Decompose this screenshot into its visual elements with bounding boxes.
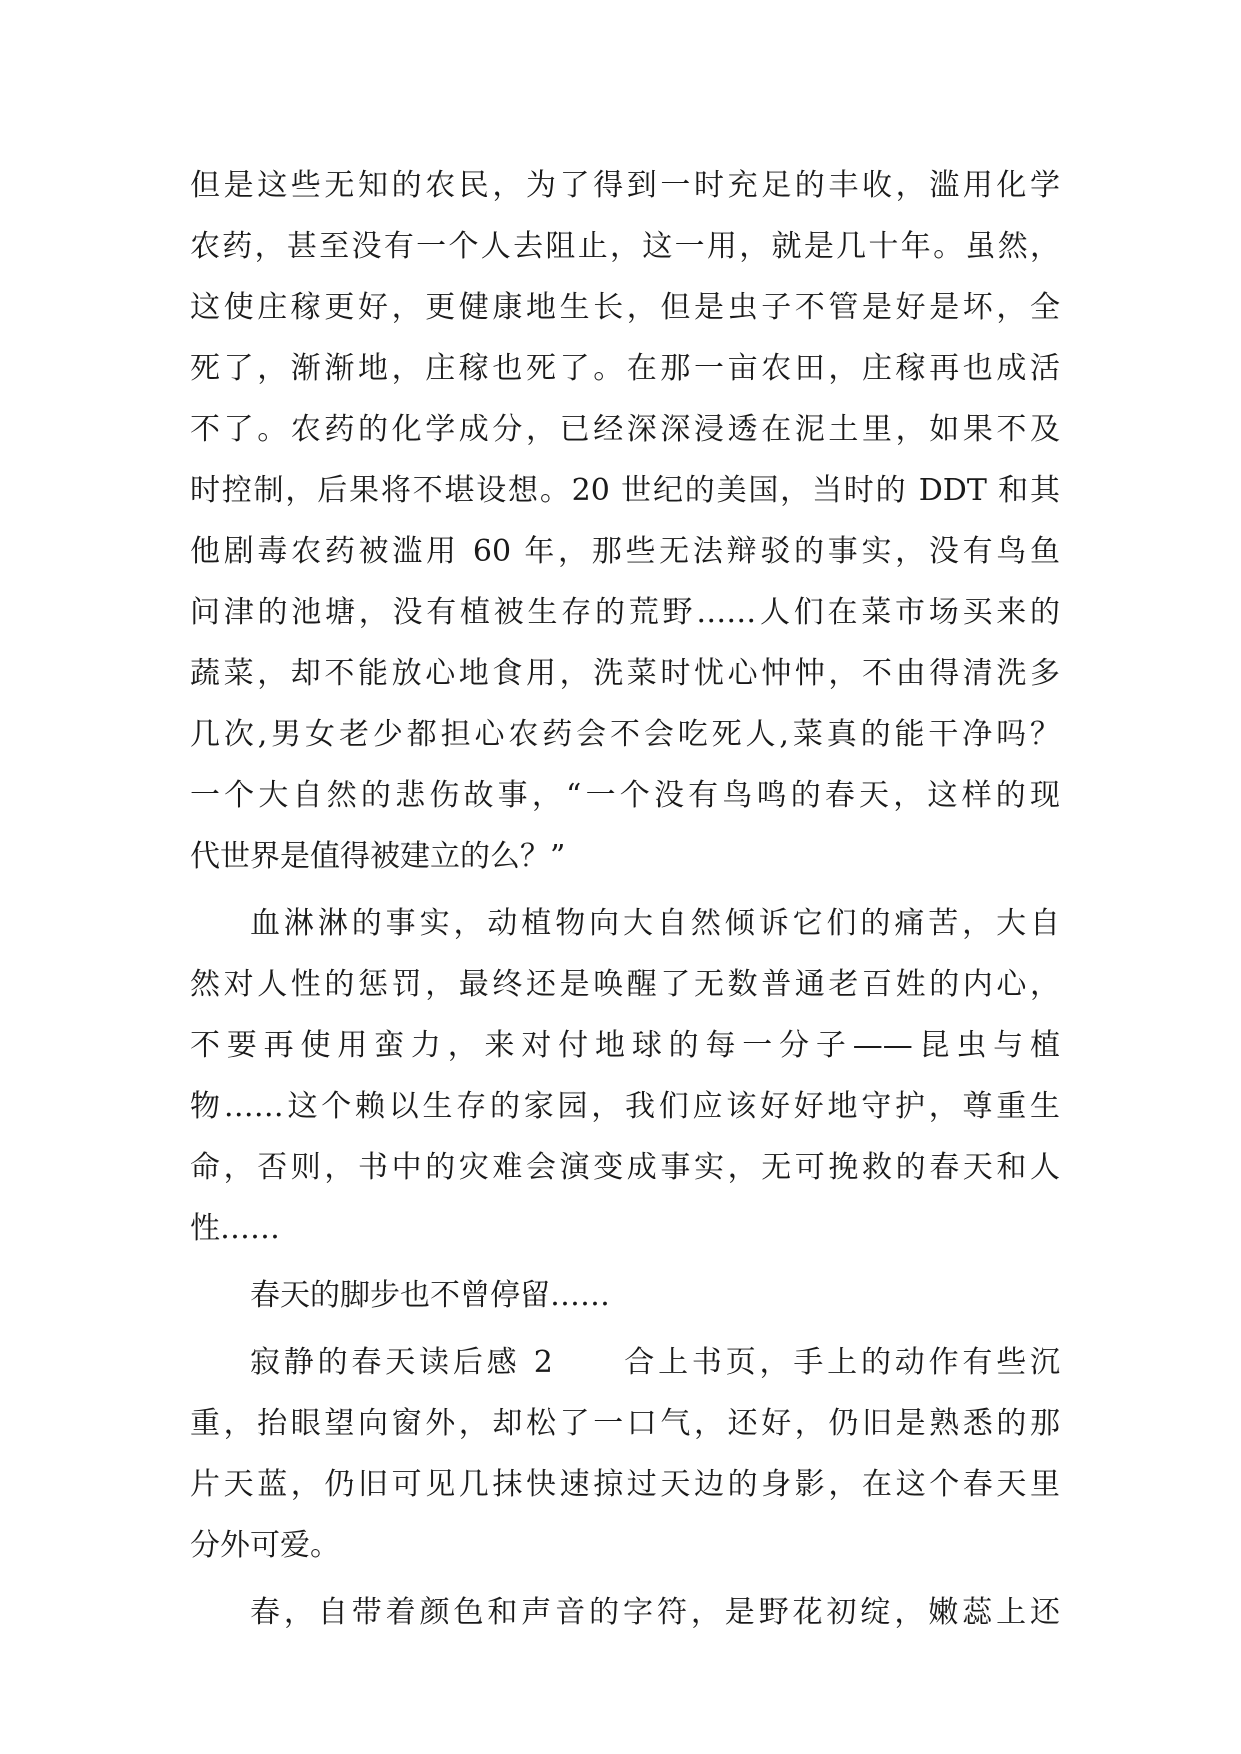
text-line: 然对人性的惩罚，最终还是唤醒了无数普通老百姓的内心， [190, 967, 1060, 1002]
text-line: 他剧毒农药被滥用 60 年，那些无法辩驳的事实，没有鸟鱼 [190, 534, 1060, 569]
paragraph-4 [190, 1332, 1060, 1576]
text-line: 血淋淋的事实，动植物向大自然倾诉它们的痛苦，大自 [250, 906, 1060, 941]
text-line: 代世界是值得被建立的么？” [190, 839, 566, 874]
text-line: 寂静的春天读后感 2 合上书页，手上的动作有些沉 [250, 1345, 1060, 1380]
text-line: 分外可爱。 [190, 1528, 340, 1563]
text-line: 春天的脚步也不曾停留…… [250, 1278, 610, 1313]
text-line: 死了，渐渐地，庄稼也死了。在那一亩农田，庄稼再也成活 [190, 351, 1060, 386]
text-line: 性…… [190, 1211, 280, 1246]
text-line: 春，自带着颜色和声音的字符，是野花初绽，嫩蕊上还 [250, 1595, 1060, 1630]
text-line: 这使庄稼更好，更健康地生长，但是虫子不管是好是坏，全 [190, 290, 1060, 325]
text-line: 片天蓝，仍旧可见几抹快速掠过天边的身影，在这个春天里 [190, 1467, 1060, 1502]
text-line: 农药，甚至没有一个人去阻止，这一用，就是几十年。虽然， [190, 229, 1060, 264]
text-line: 不要再使用蛮力，来对付地球的每一分子——昆虫与植 [190, 1028, 1060, 1063]
text-line: 时控制，后果将不堪设想。20 世纪的美国，当时的 DDT 和其 [190, 473, 1060, 508]
text-line: 蔬菜，却不能放心地食用，洗菜时忧心忡忡，不由得清洗多 [190, 656, 1060, 691]
text-line: 一个大自然的悲伤故事，“一个没有鸟鸣的春天，这样的现 [190, 778, 1060, 813]
text-line: 物……这个赖以生存的家园，我们应该好好地守护，尊重生 [190, 1089, 1060, 1124]
text-line: 不了。农药的化学成分，已经深深浸透在泥土里，如果不及 [190, 412, 1060, 447]
text-line: 几次,男女老少都担心农药会不会吃死人,菜真的能干净吗？ [190, 717, 1060, 752]
paragraph-3 [190, 1265, 1060, 1326]
paragraph-2 [190, 893, 1060, 1259]
text-line: 命，否则，书中的灾难会演变成事实，无可挽救的春天和人 [190, 1150, 1060, 1185]
paragraph-1 [190, 155, 1060, 887]
paragraph-5 [190, 1582, 1060, 1643]
text-line: 重，抬眼望向窗外，却松了一口气，还好，仍旧是熟悉的那 [190, 1406, 1060, 1441]
text-line: 问津的池塘，没有植被生存的荒野……人们在菜市场买来的 [190, 595, 1060, 630]
text-line: 但是这些无知的农民，为了得到一时充足的丰收，滥用化学 [190, 168, 1060, 203]
document-body [190, 155, 1060, 1643]
